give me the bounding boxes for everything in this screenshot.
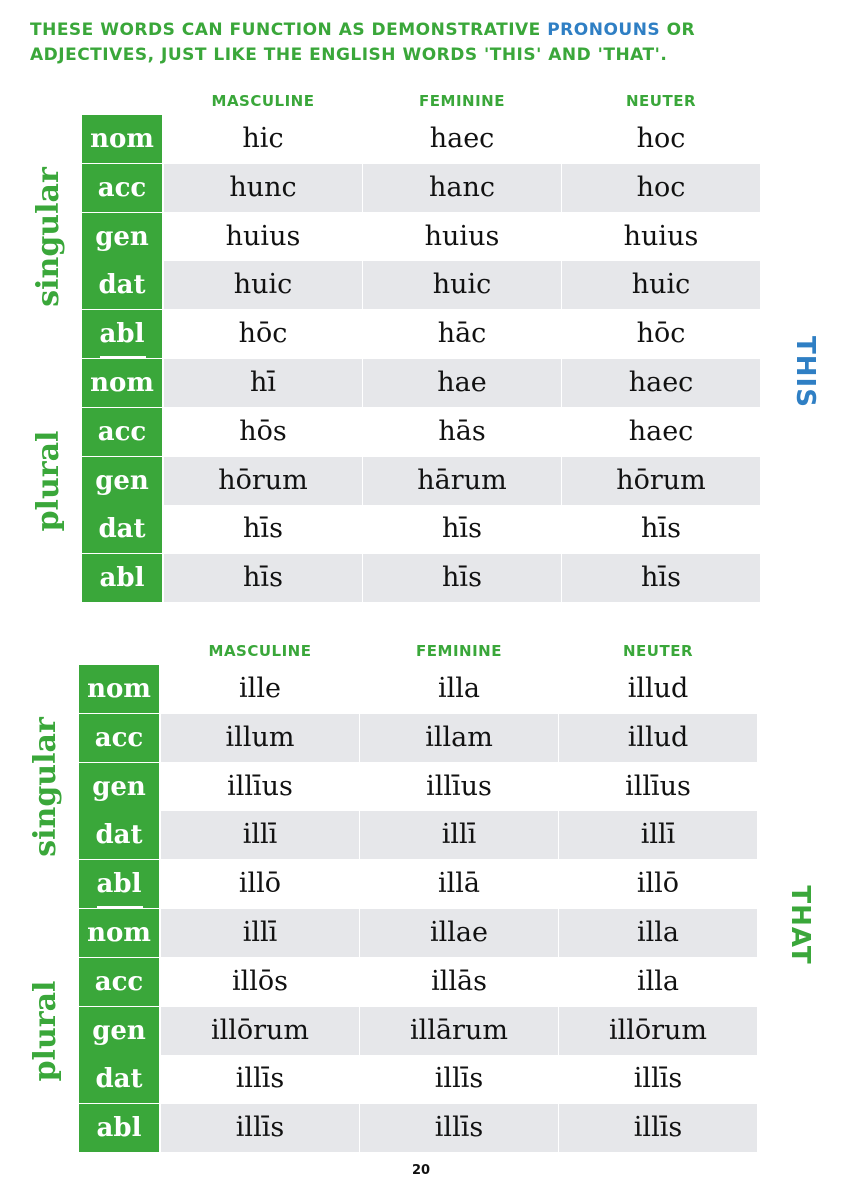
form-cell: illīs	[235, 1063, 285, 1095]
table-row	[82, 359, 760, 407]
form-cell: illa	[437, 673, 480, 704]
form-cell: illās	[431, 965, 487, 997]
form-cell: huius	[225, 220, 301, 252]
form-cell: illīus	[625, 770, 691, 802]
intro-part1: THESE WORDS CAN FUNCTION AS DEMONSTRATIVE	[30, 20, 548, 40]
case-label: gen	[79, 1007, 159, 1055]
form-cell: huius	[424, 220, 500, 252]
table-row	[79, 909, 757, 957]
form-cell: hoc	[636, 123, 686, 154]
column-header-masculine: MASCULINE	[208, 642, 312, 660]
form-cell: hunc	[164, 164, 362, 212]
form-cell: hīs	[363, 554, 561, 602]
table-row	[82, 310, 760, 358]
form-cell: illīs	[633, 1063, 683, 1095]
form-cell: huius	[623, 220, 699, 252]
form-cell: illīus	[426, 770, 492, 802]
form-cell: hanc	[363, 164, 561, 212]
side-label-that: THAT	[785, 885, 815, 965]
table-row	[82, 457, 760, 505]
side-label-this: THIS	[790, 336, 820, 408]
form-cell: hī	[164, 359, 362, 407]
case-label: abl	[82, 310, 162, 358]
form-cell: huic	[363, 261, 561, 309]
form-cell: haec	[628, 415, 694, 447]
table-row	[82, 554, 760, 602]
case-label: abl	[79, 860, 159, 908]
table-row	[79, 665, 757, 713]
form-cell: hōs	[239, 415, 287, 447]
form-cell: illōrum	[559, 1007, 757, 1055]
form-cell: haec	[562, 359, 760, 407]
case-label: gen	[79, 763, 159, 811]
table-row	[79, 811, 757, 859]
form-cell: illī	[161, 811, 359, 859]
case-label: nom	[79, 665, 159, 713]
form-cell: illum	[161, 714, 359, 762]
form-cell: illīus	[227, 770, 293, 802]
column-header-neuter: NEUTER	[622, 642, 693, 660]
column-header-neuter: NEUTER	[625, 92, 696, 110]
form-cell: hās	[438, 415, 486, 447]
intro-part2: , JUST LIKE THE ENGLISH WORDS 'THIS' AND 'THAT'.	[147, 45, 668, 65]
table-row	[79, 714, 757, 762]
form-cell: hoc	[562, 164, 760, 212]
case-label: nom	[82, 359, 162, 407]
form-cell: illa	[559, 909, 757, 957]
table-row	[82, 505, 760, 553]
column-header-feminine: FEMININE	[416, 642, 502, 660]
plural-label: plural	[31, 430, 66, 532]
form-cell: huic	[562, 261, 760, 309]
form-cell: hīs	[562, 554, 760, 602]
table-row	[79, 1007, 757, 1055]
form-cell: illī	[161, 909, 359, 957]
number-divider	[97, 906, 143, 909]
form-cell: illā	[437, 868, 480, 900]
table-row	[82, 164, 760, 212]
page-number: 20	[411, 1163, 431, 1178]
form-cell: hae	[363, 359, 561, 407]
form-cell: illud	[559, 714, 757, 762]
intro-text	[30, 18, 820, 68]
form-cell: illō	[238, 868, 282, 900]
table-row	[79, 763, 757, 811]
form-cell: illa	[636, 965, 679, 997]
form-cell: hōc	[636, 318, 686, 350]
form-cell: illārum	[360, 1007, 558, 1055]
case-label: nom	[79, 909, 159, 957]
form-cell: hōc	[238, 318, 288, 350]
table-row	[79, 1055, 757, 1103]
intro-or: OR	[660, 20, 696, 40]
singular-label: singular	[28, 717, 63, 857]
form-cell: hīs	[243, 513, 283, 545]
form-cell: illī	[559, 811, 757, 859]
form-cell: illōrum	[161, 1007, 359, 1055]
form-cell: huic	[164, 261, 362, 309]
intro-pronouns: PRONOUNS	[547, 20, 661, 40]
case-label: acc	[82, 164, 162, 212]
table-row	[82, 115, 760, 163]
form-cell: haec	[429, 123, 495, 154]
form-cell: hīs	[641, 513, 681, 545]
singular-label: singular	[31, 167, 66, 307]
form-cell: hīs	[442, 513, 482, 545]
case-label: abl	[79, 1104, 159, 1152]
form-cell: illam	[360, 714, 558, 762]
form-cell: illīs	[360, 1104, 558, 1152]
case-label: gen	[82, 213, 162, 261]
form-cell: hāc	[437, 318, 487, 350]
form-cell: hīs	[164, 554, 362, 602]
case-label: dat	[79, 1055, 159, 1103]
case-label: acc	[79, 958, 159, 1006]
case-label: gen	[82, 457, 162, 505]
case-label: acc	[79, 714, 159, 762]
table-row	[82, 261, 760, 309]
form-cell: hārum	[363, 457, 561, 505]
case-label: dat	[79, 811, 159, 859]
form-cell: illō	[636, 868, 680, 900]
case-label: abl	[82, 554, 162, 602]
case-label: nom	[82, 115, 162, 163]
form-cell: hōrum	[562, 457, 760, 505]
table-row	[79, 860, 757, 908]
form-cell: illīs	[161, 1104, 359, 1152]
form-cell: hōrum	[164, 457, 362, 505]
case-label: acc	[82, 408, 162, 456]
form-cell: ille	[239, 673, 281, 704]
plural-label: plural	[28, 980, 63, 1082]
column-header-feminine: FEMININE	[419, 92, 505, 110]
table-row	[79, 1104, 757, 1152]
case-label: dat	[82, 261, 162, 309]
table-row	[82, 408, 760, 456]
column-header-masculine: MASCULINE	[211, 92, 315, 110]
form-cell: illud	[627, 673, 689, 704]
form-cell: illī	[360, 811, 558, 859]
form-cell: hic	[242, 123, 284, 154]
number-divider	[100, 356, 146, 359]
table-row	[79, 958, 757, 1006]
form-cell: illīs	[434, 1063, 484, 1095]
form-cell: illīs	[559, 1104, 757, 1152]
intro-adjectives: ADJECTIVES	[30, 45, 148, 65]
case-label: dat	[82, 505, 162, 553]
table-row	[82, 213, 760, 261]
form-cell: illae	[360, 909, 558, 957]
form-cell: illōs	[231, 965, 289, 997]
